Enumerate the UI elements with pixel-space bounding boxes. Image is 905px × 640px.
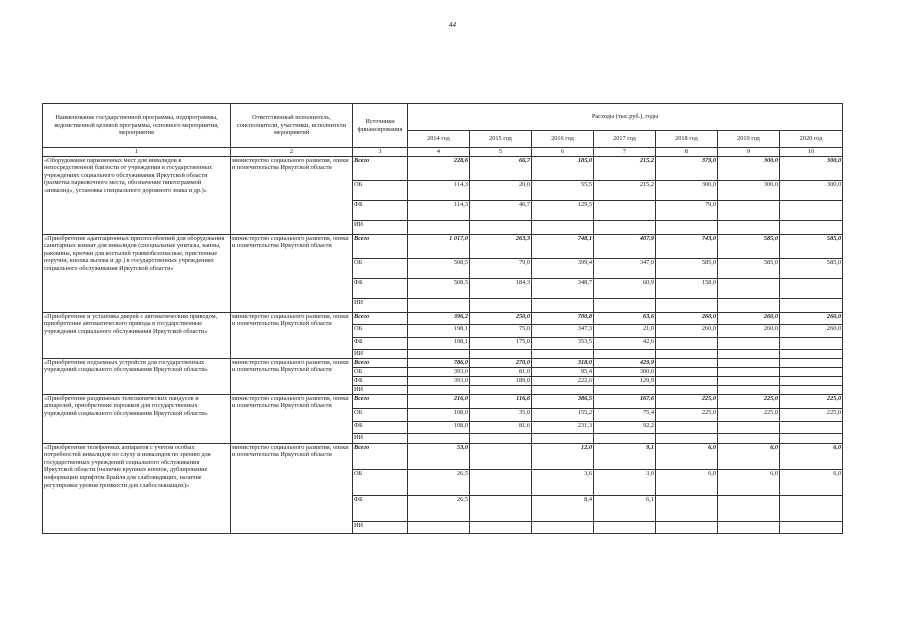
amount-cell: 8,4 bbox=[532, 495, 594, 521]
amount-cell bbox=[470, 433, 532, 443]
column-number: 2 bbox=[231, 148, 353, 157]
header-year: 2018 год bbox=[656, 131, 718, 148]
amount-cell: 75,4 bbox=[594, 408, 656, 421]
funding-source: ИИ bbox=[353, 433, 408, 443]
amount-cell bbox=[656, 337, 718, 349]
amount-cell bbox=[594, 200, 656, 220]
amount-cell: 66,7 bbox=[470, 156, 532, 180]
header-expenses: Расходы (тыс.руб.), годы bbox=[408, 104, 843, 131]
funding-source: ИИ bbox=[353, 220, 408, 234]
amount-cell bbox=[594, 349, 656, 358]
amount-cell bbox=[718, 385, 780, 394]
amount-cell: 222,6 bbox=[532, 376, 594, 385]
column-number: 3 bbox=[353, 148, 408, 157]
amount-cell bbox=[656, 495, 718, 521]
amount-cell bbox=[470, 495, 532, 521]
header-source: Источники финансирования bbox=[353, 104, 408, 148]
measure-name: «Приобретение адаптационных приспособлений для оборудования санитарных комнат для инвалидов (специальные унитазы, ванны, раковины, крючки для костылей травмобезопасные, пристенные поручни, кнопка вызова и др.) в государственных учреждениях социального обслуживания Иркутской области» bbox=[43, 234, 231, 312]
amount-cell: 215,2 bbox=[594, 156, 656, 180]
amount-cell bbox=[780, 337, 843, 349]
amount-cell: 63,6 bbox=[594, 312, 656, 324]
amount-cell: 175,0 bbox=[470, 337, 532, 349]
amount-cell bbox=[780, 376, 843, 385]
header-year: 2020 год bbox=[780, 131, 843, 148]
amount-cell: 6,0 bbox=[780, 443, 843, 469]
amount-cell bbox=[594, 433, 656, 443]
funding-source: ОБ bbox=[353, 324, 408, 337]
amount-cell bbox=[656, 421, 718, 433]
amount-cell: 21,0 bbox=[594, 324, 656, 337]
amount-cell bbox=[532, 433, 594, 443]
amount-cell: 353,5 bbox=[532, 337, 594, 349]
amount-cell: 75,0 bbox=[470, 324, 532, 337]
header-year: 2017 год bbox=[594, 131, 656, 148]
header-year: 2016 год bbox=[532, 131, 594, 148]
amount-cell bbox=[780, 421, 843, 433]
amount-cell bbox=[470, 298, 532, 312]
amount-cell bbox=[718, 421, 780, 433]
amount-cell: 399,4 bbox=[532, 258, 594, 278]
amount-cell: 53,0 bbox=[408, 443, 470, 469]
amount-cell bbox=[718, 358, 780, 367]
amount-cell bbox=[532, 349, 594, 358]
amount-cell bbox=[718, 433, 780, 443]
amount-cell bbox=[594, 220, 656, 234]
measure-name: «Оборудование парковочных мест для инвалидов в непосредственной близости от учреждения в государственных учреждениях социального обслуживания Иркутской области (разметка парковочного места, обозначение пиктограммой «инвалид», установка специального дорожного знака и др.)» bbox=[43, 156, 231, 234]
amount-cell: 6,0 bbox=[780, 469, 843, 495]
amount-cell bbox=[780, 200, 843, 220]
amount-cell bbox=[780, 367, 843, 376]
amount-cell bbox=[718, 367, 780, 376]
amount-cell bbox=[780, 385, 843, 394]
amount-cell: 225,0 bbox=[656, 408, 718, 421]
amount-cell: 347,3 bbox=[532, 324, 594, 337]
amount-cell: 12,0 bbox=[532, 443, 594, 469]
amount-cell: 35,0 bbox=[470, 408, 532, 421]
amount-cell: 46,7 bbox=[470, 200, 532, 220]
column-number: 8 bbox=[656, 148, 718, 157]
executor-cell: министерство социального развития, опеки и попечительства Иркутской области bbox=[231, 234, 353, 312]
amount-cell bbox=[656, 376, 718, 385]
amount-cell: 225,0 bbox=[780, 408, 843, 421]
amount-cell: 508,5 bbox=[408, 258, 470, 278]
amount-cell bbox=[532, 298, 594, 312]
amount-cell: 700,8 bbox=[532, 312, 594, 324]
amount-cell: 189,0 bbox=[470, 376, 532, 385]
amount-cell: 116,6 bbox=[470, 394, 532, 408]
amount-cell: 108,0 bbox=[408, 421, 470, 433]
header-name: Наименование государственной программы, подпрограммы, ведомственной целевой программы, основного мероприятия, мероприятия bbox=[43, 104, 231, 148]
amount-cell bbox=[780, 220, 843, 234]
amount-cell: 508,5 bbox=[408, 278, 470, 298]
amount-cell: 225,0 bbox=[656, 394, 718, 408]
amount-cell: 184,3 bbox=[470, 278, 532, 298]
amount-cell: 26,5 bbox=[408, 495, 470, 521]
amount-cell: 300,0 bbox=[780, 156, 843, 180]
amount-cell bbox=[656, 385, 718, 394]
amount-cell: 379,0 bbox=[656, 156, 718, 180]
amount-cell bbox=[656, 521, 718, 533]
amount-cell: 407,9 bbox=[594, 234, 656, 258]
funding-source: ФБ bbox=[353, 376, 408, 385]
amount-cell: 9,1 bbox=[594, 443, 656, 469]
amount-cell: 300,0 bbox=[780, 180, 843, 200]
funding-source: ФБ bbox=[353, 278, 408, 298]
measure-name: «Приобретение подъемных устройств для государственных учреждений социального обслуживания Иркутской области» bbox=[43, 358, 231, 394]
budget-table bbox=[42, 103, 843, 534]
amount-cell: 260,0 bbox=[718, 312, 780, 324]
amount-cell: 92,2 bbox=[594, 421, 656, 433]
amount-cell bbox=[594, 298, 656, 312]
amount-cell bbox=[470, 385, 532, 394]
amount-cell: 79,0 bbox=[656, 200, 718, 220]
amount-cell bbox=[594, 385, 656, 394]
amount-cell bbox=[780, 358, 843, 367]
amount-cell: 225,0 bbox=[718, 408, 780, 421]
amount-cell: 348,7 bbox=[532, 278, 594, 298]
amount-cell: 585,0 bbox=[780, 234, 843, 258]
amount-cell: 260,0 bbox=[780, 312, 843, 324]
funding-source: Всего bbox=[353, 394, 408, 408]
amount-cell bbox=[780, 521, 843, 533]
amount-cell: 263,3 bbox=[470, 234, 532, 258]
funding-source: ОБ bbox=[353, 469, 408, 495]
measure-name: «Приобретение раздвижных телескопических пандусов и аппарелей, приобретение порожков для государственных учреждений социального обслуживания Иркутской области» bbox=[43, 394, 231, 443]
funding-source: ФБ bbox=[353, 421, 408, 433]
funding-source: ОБ bbox=[353, 367, 408, 376]
amount-cell: 42,6 bbox=[594, 337, 656, 349]
amount-cell bbox=[532, 521, 594, 533]
amount-cell: 129,9 bbox=[594, 376, 656, 385]
amount-cell: 300,0 bbox=[718, 180, 780, 200]
amount-cell: 429,9 bbox=[594, 358, 656, 367]
amount-cell bbox=[718, 220, 780, 234]
amount-cell bbox=[780, 495, 843, 521]
column-number: 9 bbox=[718, 148, 780, 157]
amount-cell: 585,0 bbox=[718, 258, 780, 278]
column-number: 7 bbox=[594, 148, 656, 157]
amount-cell bbox=[718, 495, 780, 521]
executor-cell: министерство социального развития, опеки и попечительства Иркутской области bbox=[231, 443, 353, 533]
header-executor: Ответственный исполнитель, соисполнители, участники, исполнители мероприятий bbox=[231, 104, 353, 148]
column-number: 10 bbox=[780, 148, 843, 157]
amount-cell: 129,5 bbox=[532, 200, 594, 220]
amount-cell bbox=[656, 298, 718, 312]
table-row bbox=[43, 312, 843, 324]
amount-cell: 786,0 bbox=[408, 358, 470, 367]
funding-source: ИИ bbox=[353, 385, 408, 394]
amount-cell: 60,9 bbox=[594, 278, 656, 298]
funding-source: ФБ bbox=[353, 495, 408, 521]
funding-source: ОБ bbox=[353, 180, 408, 200]
amount-cell: 386,5 bbox=[532, 394, 594, 408]
amount-cell bbox=[470, 220, 532, 234]
column-number: 4 bbox=[408, 148, 470, 157]
funding-source: Всего bbox=[353, 312, 408, 324]
amount-cell: 6,0 bbox=[656, 469, 718, 495]
page-number: 44 bbox=[449, 21, 456, 29]
amount-cell: 300,0 bbox=[718, 156, 780, 180]
column-number: 5 bbox=[470, 148, 532, 157]
amount-cell bbox=[408, 433, 470, 443]
executor-cell: министерство социального развития, опеки и попечительства Иркутской области bbox=[231, 394, 353, 443]
funding-source: ИИ bbox=[353, 349, 408, 358]
amount-cell bbox=[532, 220, 594, 234]
amount-cell: 228,6 bbox=[408, 156, 470, 180]
header-year: 2015 год bbox=[470, 131, 532, 148]
amount-cell: 81,0 bbox=[470, 367, 532, 376]
amount-cell: 198,1 bbox=[408, 324, 470, 337]
amount-cell: 1 017,0 bbox=[408, 234, 470, 258]
funding-source: ОБ bbox=[353, 408, 408, 421]
amount-cell: 20,0 bbox=[470, 180, 532, 200]
executor-cell: министерство социального развития, опеки и попечительства Иркутской области bbox=[231, 358, 353, 394]
amount-cell: 108,0 bbox=[408, 408, 470, 421]
amount-cell bbox=[780, 298, 843, 312]
amount-cell: 585,0 bbox=[656, 258, 718, 278]
amount-cell bbox=[594, 521, 656, 533]
amount-cell bbox=[656, 433, 718, 443]
amount-cell: 260,0 bbox=[656, 312, 718, 324]
amount-cell: 250,0 bbox=[470, 312, 532, 324]
amount-cell: 215,2 bbox=[594, 180, 656, 200]
amount-cell: 260,0 bbox=[780, 324, 843, 337]
amount-cell bbox=[408, 521, 470, 533]
amount-cell bbox=[718, 278, 780, 298]
measure-name: «Приобретение и установка дверей с автоматическим приводом, приобретение автоматического привода в государственные учреждения социального обслуживания Иркутской области» bbox=[43, 312, 231, 358]
amount-cell bbox=[656, 358, 718, 367]
amount-cell: 260,0 bbox=[656, 324, 718, 337]
amount-cell bbox=[408, 298, 470, 312]
measure-name: «Приобретение телефонных аппаратов с учетом особых потребностей инвалидов по слуху и инвалидов по зрению для государственных учреждений социального обслуживания Иркутской области (наличие крупных кнопок, дублирование информации шрифтом Брайля для слабовидящих, наличие регулировки уровня громкости для слабослышащих)» bbox=[43, 443, 231, 533]
amount-cell: 743,0 bbox=[656, 234, 718, 258]
table-row bbox=[43, 358, 843, 367]
funding-source: ФБ bbox=[353, 200, 408, 220]
amount-cell: 6,1 bbox=[594, 495, 656, 521]
amount-cell: 393,0 bbox=[408, 376, 470, 385]
amount-cell: 6,0 bbox=[718, 469, 780, 495]
amount-cell: 3,6 bbox=[532, 469, 594, 495]
column-number: 6 bbox=[532, 148, 594, 157]
amount-cell: 300,0 bbox=[594, 367, 656, 376]
amount-cell: 216,0 bbox=[408, 394, 470, 408]
amount-cell bbox=[470, 349, 532, 358]
column-number: 1 bbox=[43, 148, 231, 157]
amount-cell bbox=[780, 278, 843, 298]
header-year: 2019 год bbox=[718, 131, 780, 148]
amount-cell: 585,0 bbox=[718, 234, 780, 258]
amount-cell: 393,0 bbox=[408, 367, 470, 376]
amount-cell: 347,0 bbox=[594, 258, 656, 278]
amount-cell: 585,0 bbox=[780, 258, 843, 278]
amount-cell: 158,0 bbox=[656, 278, 718, 298]
amount-cell bbox=[718, 200, 780, 220]
amount-cell bbox=[656, 367, 718, 376]
funding-source: ОБ bbox=[353, 258, 408, 278]
amount-cell bbox=[780, 349, 843, 358]
funding-source: Всего bbox=[353, 358, 408, 367]
amount-cell: 114,3 bbox=[408, 180, 470, 200]
amount-cell: 26,5 bbox=[408, 469, 470, 495]
funding-source: Всего bbox=[353, 443, 408, 469]
amount-cell: 79,0 bbox=[470, 258, 532, 278]
funding-source: ИИ bbox=[353, 521, 408, 533]
amount-cell bbox=[656, 220, 718, 234]
table-row bbox=[43, 443, 843, 469]
header-year: 2014 год bbox=[408, 131, 470, 148]
amount-cell bbox=[718, 298, 780, 312]
amount-cell bbox=[780, 433, 843, 443]
funding-source: Всего bbox=[353, 156, 408, 180]
amount-cell bbox=[470, 469, 532, 495]
amount-cell: 225,0 bbox=[718, 394, 780, 408]
amount-cell: 6,0 bbox=[718, 443, 780, 469]
amount-cell: 318,0 bbox=[532, 358, 594, 367]
amount-cell: 300,0 bbox=[656, 180, 718, 200]
amount-cell bbox=[408, 385, 470, 394]
amount-cell bbox=[532, 385, 594, 394]
amount-cell bbox=[718, 337, 780, 349]
amount-cell bbox=[408, 349, 470, 358]
amount-cell: 231,3 bbox=[532, 421, 594, 433]
executor-cell: министерство социального развития, опеки и попечительства Иркутской области bbox=[231, 312, 353, 358]
amount-cell: 396,2 bbox=[408, 312, 470, 324]
amount-cell: 748,1 bbox=[532, 234, 594, 258]
amount-cell: 114,3 bbox=[408, 200, 470, 220]
amount-cell: 6,0 bbox=[656, 443, 718, 469]
funding-source: ФБ bbox=[353, 337, 408, 349]
table-row bbox=[43, 234, 843, 258]
amount-cell bbox=[718, 521, 780, 533]
amount-cell bbox=[408, 220, 470, 234]
amount-cell bbox=[656, 349, 718, 358]
amount-cell: 95,4 bbox=[532, 367, 594, 376]
amount-cell: 198,1 bbox=[408, 337, 470, 349]
amount-cell bbox=[470, 443, 532, 469]
amount-cell: 225,0 bbox=[780, 394, 843, 408]
amount-cell: 3,0 bbox=[594, 469, 656, 495]
amount-cell bbox=[718, 376, 780, 385]
table-row bbox=[43, 394, 843, 408]
amount-cell: 260,0 bbox=[718, 324, 780, 337]
amount-cell: 167,6 bbox=[594, 394, 656, 408]
amount-cell: 185,0 bbox=[532, 156, 594, 180]
table-row bbox=[43, 156, 843, 180]
funding-source: Всего bbox=[353, 234, 408, 258]
amount-cell bbox=[470, 521, 532, 533]
amount-cell: 81,6 bbox=[470, 421, 532, 433]
amount-cell: 55,5 bbox=[532, 180, 594, 200]
amount-cell: 155,2 bbox=[532, 408, 594, 421]
funding-source: ИИ bbox=[353, 298, 408, 312]
amount-cell bbox=[718, 349, 780, 358]
amount-cell: 270,0 bbox=[470, 358, 532, 367]
executor-cell: министерство социального развития, опеки и попечительства Иркутской области bbox=[231, 156, 353, 234]
